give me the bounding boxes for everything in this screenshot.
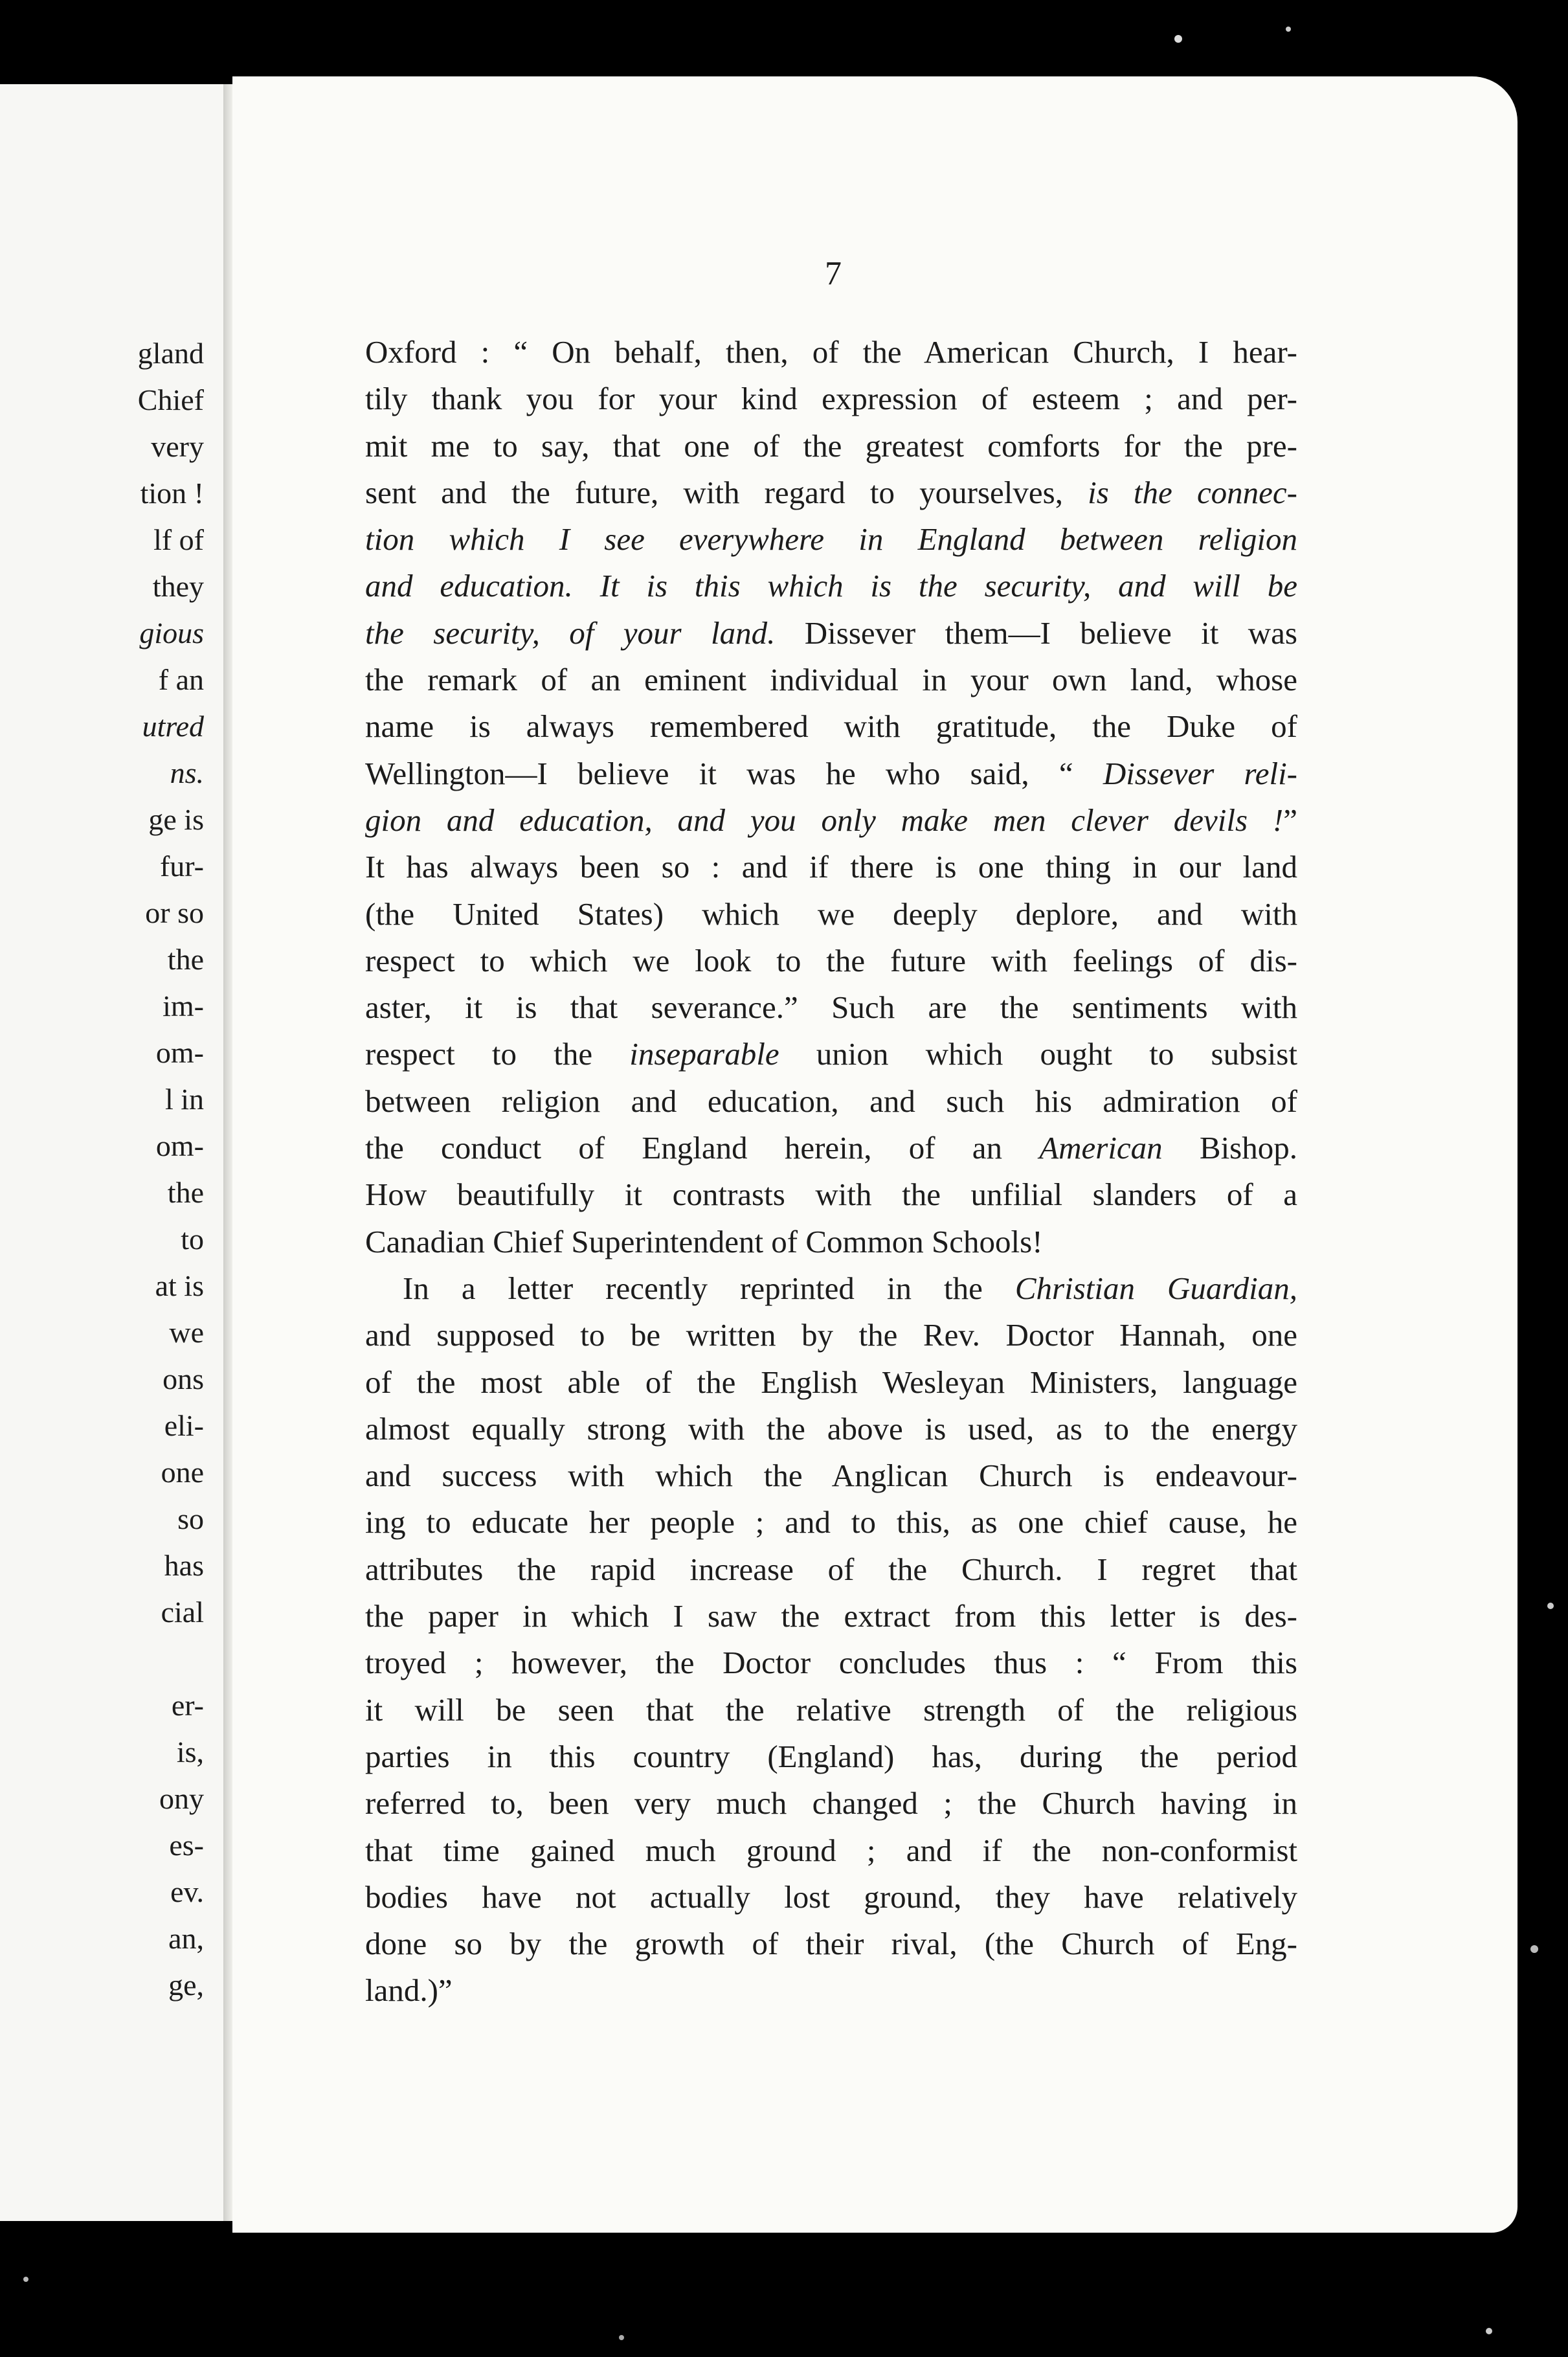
- text-line: troyed ; however, the Doctor concludes thus : “ From this: [365, 1645, 1297, 1681]
- text-line: and success with which the Anglican Church is endeavour-: [365, 1458, 1297, 1494]
- left-fragment: Chief: [137, 383, 204, 416]
- dust-speck: [23, 2277, 28, 2282]
- left-fragment: the: [167, 1176, 204, 1209]
- text-line: How beautifully it contrasts with the unfilial slanders of a: [365, 1177, 1297, 1213]
- text-line: land.)”: [365, 1972, 453, 2009]
- text-line: mit me to say, that one of the greatest comforts for the pre-: [365, 427, 1297, 464]
- text-line: [365, 610, 1297, 657]
- left-fragment: es-: [169, 1829, 204, 1862]
- italic-run: gion and education, and you only make men clever devils !: [365, 802, 1284, 838]
- left-fragment: ge,: [168, 1968, 204, 2002]
- left-fragment: im-: [162, 989, 204, 1022]
- text-line: referred to, been very much changed ; the Church having in: [365, 1785, 1297, 1821]
- left-fragment: eli-: [164, 1409, 204, 1442]
- text-line: parties in this country (England) has, during the period: [365, 1738, 1297, 1774]
- text-run: Wellington—I believe it was he who said, “: [365, 755, 1103, 791]
- text-run: union which ought to subsist: [779, 1036, 1297, 1072]
- text-line: done so by the growth of their rival, (the Church of Eng-: [365, 1926, 1297, 1962]
- italic-run: American: [1039, 1130, 1163, 1166]
- text-line: that time gained much ground ; and if the non-conformist: [365, 1832, 1297, 1868]
- text-run: In a letter recently reprinted in the: [403, 1270, 1015, 1306]
- book-gutter: [223, 84, 232, 2221]
- left-fragment: they: [152, 570, 204, 603]
- left-fragment: so: [177, 1502, 204, 1535]
- text-line: it will be seen that the relative strength of the religious: [365, 1691, 1297, 1728]
- text-line: aster, it is that severance.” Such are the sentiments with: [365, 989, 1297, 1026]
- text-line: almost equally strong with the above is used, as to the energy: [365, 1410, 1297, 1447]
- text-line: respect to which we look to the future with feelings of dis-: [365, 942, 1297, 978]
- italic-run: is the connec-: [1088, 474, 1298, 510]
- left-fragment: cial: [161, 1596, 204, 1629]
- left-page-fragments: [138, 330, 204, 2009]
- text-line: Oxford : “ On behalf, then, of the American Church, I hear-: [365, 334, 1297, 370]
- left-fragment: utred: [142, 710, 204, 743]
- text-line: It has always been so : and if there is one thing in our land: [365, 849, 1297, 885]
- left-fragment: has: [164, 1549, 204, 1582]
- dust-speck: [619, 2335, 624, 2340]
- left-fragment: ons: [162, 1362, 204, 1395]
- left-fragment: is,: [176, 1735, 204, 1768]
- text-line: of the most able of the English Wesleyan Ministers, language: [365, 1364, 1297, 1400]
- left-fragment: at is: [155, 1269, 204, 1302]
- left-fragment: om-: [155, 1036, 204, 1069]
- text-run: ”: [1283, 802, 1297, 838]
- text-line: Canadian Chief Superintendent of Common Schools!: [365, 1223, 1043, 1259]
- text-run: respect to the: [365, 1036, 630, 1072]
- text-line: [365, 1265, 1297, 1312]
- left-fragment: gland: [137, 337, 204, 370]
- left-fragment: ony: [159, 1782, 204, 1815]
- text-line: [365, 750, 1297, 797]
- left-fragment: tion !: [140, 477, 204, 510]
- left-fragment: er-: [171, 1689, 204, 1722]
- left-fragment: l in: [164, 1083, 204, 1116]
- text-line: (the United States) which we deeply deplore, and with: [365, 896, 1297, 932]
- text-line: tion which I see everywhere in England between religion: [365, 521, 1297, 558]
- left-fragment: gious: [139, 616, 204, 649]
- left-page: [0, 84, 223, 2221]
- left-fragment: ge is: [148, 803, 204, 836]
- left-fragment: f an: [158, 663, 204, 696]
- text-run: Dissever them—I believe it was: [775, 615, 1297, 651]
- left-fragment: or so: [145, 896, 204, 929]
- dust-speck: [1530, 1945, 1538, 1953]
- left-fragment: lf of: [153, 523, 204, 556]
- left-fragment: we: [169, 1316, 204, 1349]
- left-fragment: om-: [155, 1129, 204, 1162]
- italic-run: Dissever reli-: [1103, 755, 1297, 791]
- text-line: bodies have not actually lost ground, they have relatively: [365, 1878, 1297, 1915]
- italic-run: Christian Guardian,: [1014, 1270, 1297, 1306]
- left-fragment: ns.: [170, 756, 204, 789]
- body-text: [365, 329, 1297, 2014]
- text-line: ing to educate her people ; and to this, as one chief cause, he: [365, 1504, 1297, 1540]
- dust-speck: [1486, 2328, 1492, 2334]
- left-fragment: an,: [168, 1922, 204, 1955]
- text-line: between religion and education, and such his admiration of: [365, 1083, 1297, 1119]
- dust-speck: [1286, 27, 1291, 32]
- text-line: [365, 797, 1297, 844]
- dust-speck: [1547, 1603, 1554, 1609]
- left-fragment: fur-: [159, 850, 204, 883]
- text-run: sent and the future, with regard to yourselves,: [365, 474, 1088, 510]
- left-fragment: to: [181, 1223, 204, 1256]
- left-fragment: one: [161, 1456, 204, 1489]
- text-line: [365, 1125, 1297, 1171]
- italic-run: the security, of your land.: [365, 615, 776, 651]
- text-line: name is always remembered with gratitude, the Duke of: [365, 708, 1297, 745]
- left-fragment: ev.: [170, 1875, 204, 1908]
- left-fragment-gap: [138, 1636, 204, 1682]
- left-fragment: the: [167, 943, 204, 976]
- text-line: [365, 1031, 1297, 1077]
- text-line: [365, 469, 1297, 516]
- text-run: the conduct of England herein, of an: [365, 1130, 1040, 1166]
- dust-speck: [1174, 35, 1182, 43]
- left-fragment: very: [151, 430, 204, 463]
- text-line: the paper in which I saw the extract from this letter is des-: [365, 1598, 1297, 1634]
- text-line: and education. It is this which is the security, and will be: [365, 568, 1297, 604]
- italic-run: inseparable: [629, 1036, 779, 1072]
- right-page: [232, 76, 1518, 2233]
- text-line: attributes the rapid increase of the Church. I regret that: [365, 1551, 1297, 1587]
- text-run: Bishop.: [1162, 1130, 1297, 1166]
- text-line: tily thank you for your kind expression of esteem ; and per-: [365, 381, 1297, 417]
- text-line: the remark of an eminent individual in your own land, whose: [365, 662, 1297, 698]
- text-line: and supposed to be written by the Rev. Doctor Hannah, one: [365, 1317, 1297, 1353]
- page-number: 7: [825, 255, 842, 292]
